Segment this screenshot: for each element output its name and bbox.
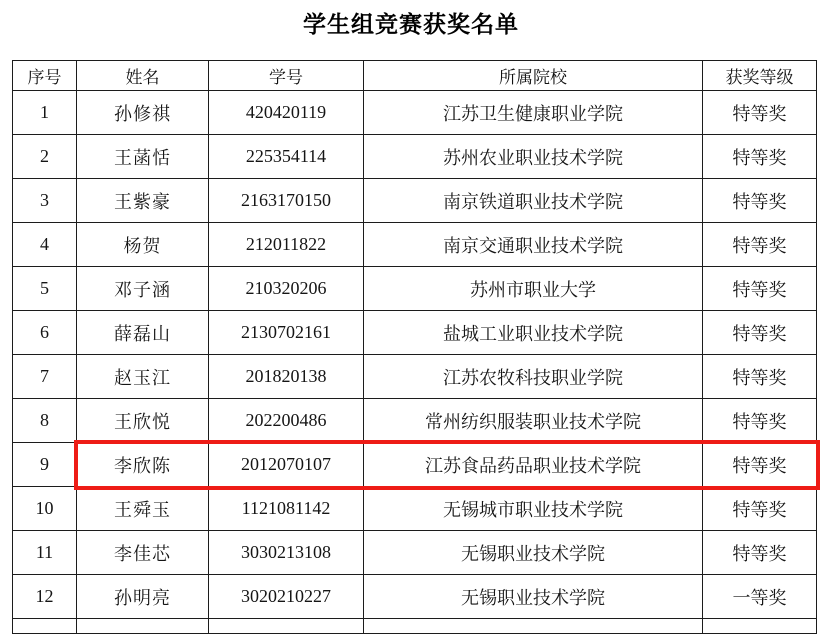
table-row	[13, 135, 817, 179]
cell-student-id: 2012070107	[209, 443, 364, 487]
cell-no: 4	[13, 223, 77, 267]
cell-name: 李欣陈	[77, 443, 209, 487]
cell-no: 9	[13, 443, 77, 487]
table-row	[13, 179, 817, 223]
cell-empty	[13, 619, 77, 634]
cell-student-id: 201820138	[209, 355, 364, 399]
table-row	[13, 487, 817, 531]
cell-award: 特等奖	[703, 267, 817, 311]
cell-school: 南京铁道职业技术学院	[364, 179, 703, 223]
cell-student-id: 420420119	[209, 91, 364, 135]
cell-school: 江苏卫生健康职业学院	[364, 91, 703, 135]
cell-empty	[703, 619, 817, 634]
cell-school: 江苏农牧科技职业学院	[364, 355, 703, 399]
partial-next-row	[13, 619, 817, 634]
cell-name: 薛磊山	[77, 311, 209, 355]
cell-award: 特等奖	[703, 487, 817, 531]
cell-school: 盐城工业职业技术学院	[364, 311, 703, 355]
table-header-row	[13, 61, 817, 91]
table-row	[13, 399, 817, 443]
cell-award: 特等奖	[703, 399, 817, 443]
cell-name: 杨贺	[77, 223, 209, 267]
cell-award: 特等奖	[703, 179, 817, 223]
column-header-name: 姓名	[77, 61, 209, 91]
cell-no: 10	[13, 487, 77, 531]
cell-award: 特等奖	[703, 355, 817, 399]
cell-empty	[209, 619, 364, 634]
column-header-award: 获奖等级	[703, 61, 817, 91]
cell-award: 特等奖	[703, 223, 817, 267]
table-row	[13, 355, 817, 399]
cell-student-id: 1121081142	[209, 487, 364, 531]
cell-school: 江苏食品药品职业技术学院	[364, 443, 703, 487]
cell-name: 邓子涵	[77, 267, 209, 311]
cell-school: 无锡职业技术学院	[364, 531, 703, 575]
cell-name: 王舜玉	[77, 487, 209, 531]
cell-school: 无锡职业技术学院	[364, 575, 703, 619]
cell-name: 王欣悦	[77, 399, 209, 443]
cell-school: 苏州农业职业技术学院	[364, 135, 703, 179]
cell-name: 李佳芯	[77, 531, 209, 575]
cell-student-id: 2130702161	[209, 311, 364, 355]
cell-student-id: 202200486	[209, 399, 364, 443]
cell-no: 8	[13, 399, 77, 443]
cell-school: 南京交通职业技术学院	[364, 223, 703, 267]
cell-name: 王紫豪	[77, 179, 209, 223]
cell-award: 一等奖	[703, 575, 817, 619]
cell-no: 11	[13, 531, 77, 575]
cell-name: 孙修祺	[77, 91, 209, 135]
cell-award: 特等奖	[703, 443, 817, 487]
cell-no: 5	[13, 267, 77, 311]
cell-award: 特等奖	[703, 531, 817, 575]
cell-student-id: 210320206	[209, 267, 364, 311]
table-body	[13, 91, 817, 619]
cell-student-id: 3030213108	[209, 531, 364, 575]
cell-no: 2	[13, 135, 77, 179]
cell-award: 特等奖	[703, 91, 817, 135]
table-row	[13, 267, 817, 311]
cell-no: 12	[13, 575, 77, 619]
cell-school: 无锡城市职业技术学院	[364, 487, 703, 531]
cell-award: 特等奖	[703, 311, 817, 355]
cell-no: 1	[13, 91, 77, 135]
cell-no: 6	[13, 311, 77, 355]
cell-no: 7	[13, 355, 77, 399]
cell-school: 苏州市职业大学	[364, 267, 703, 311]
table-row	[13, 443, 817, 487]
cell-name: 赵玉江	[77, 355, 209, 399]
column-header-student-id: 学号	[209, 61, 364, 91]
cell-student-id: 3020210227	[209, 575, 364, 619]
cell-award: 特等奖	[703, 135, 817, 179]
cell-empty	[364, 619, 703, 634]
award-table	[12, 60, 817, 634]
cell-no: 3	[13, 179, 77, 223]
cell-student-id: 225354114	[209, 135, 364, 179]
table-row	[13, 311, 817, 355]
column-header-school: 所属院校	[364, 61, 703, 91]
cell-name: 孙明亮	[77, 575, 209, 619]
column-header-no: 序号	[13, 61, 77, 91]
table-row	[13, 531, 817, 575]
cell-school: 常州纺织服装职业技术学院	[364, 399, 703, 443]
table-row	[13, 223, 817, 267]
page-title: 学生组竞赛获奖名单	[303, 12, 519, 37]
cell-student-id: 2163170150	[209, 179, 364, 223]
cell-empty	[77, 619, 209, 634]
cell-student-id: 212011822	[209, 223, 364, 267]
cell-name: 王菡恬	[77, 135, 209, 179]
table-row	[13, 91, 817, 135]
table-row	[13, 575, 817, 619]
